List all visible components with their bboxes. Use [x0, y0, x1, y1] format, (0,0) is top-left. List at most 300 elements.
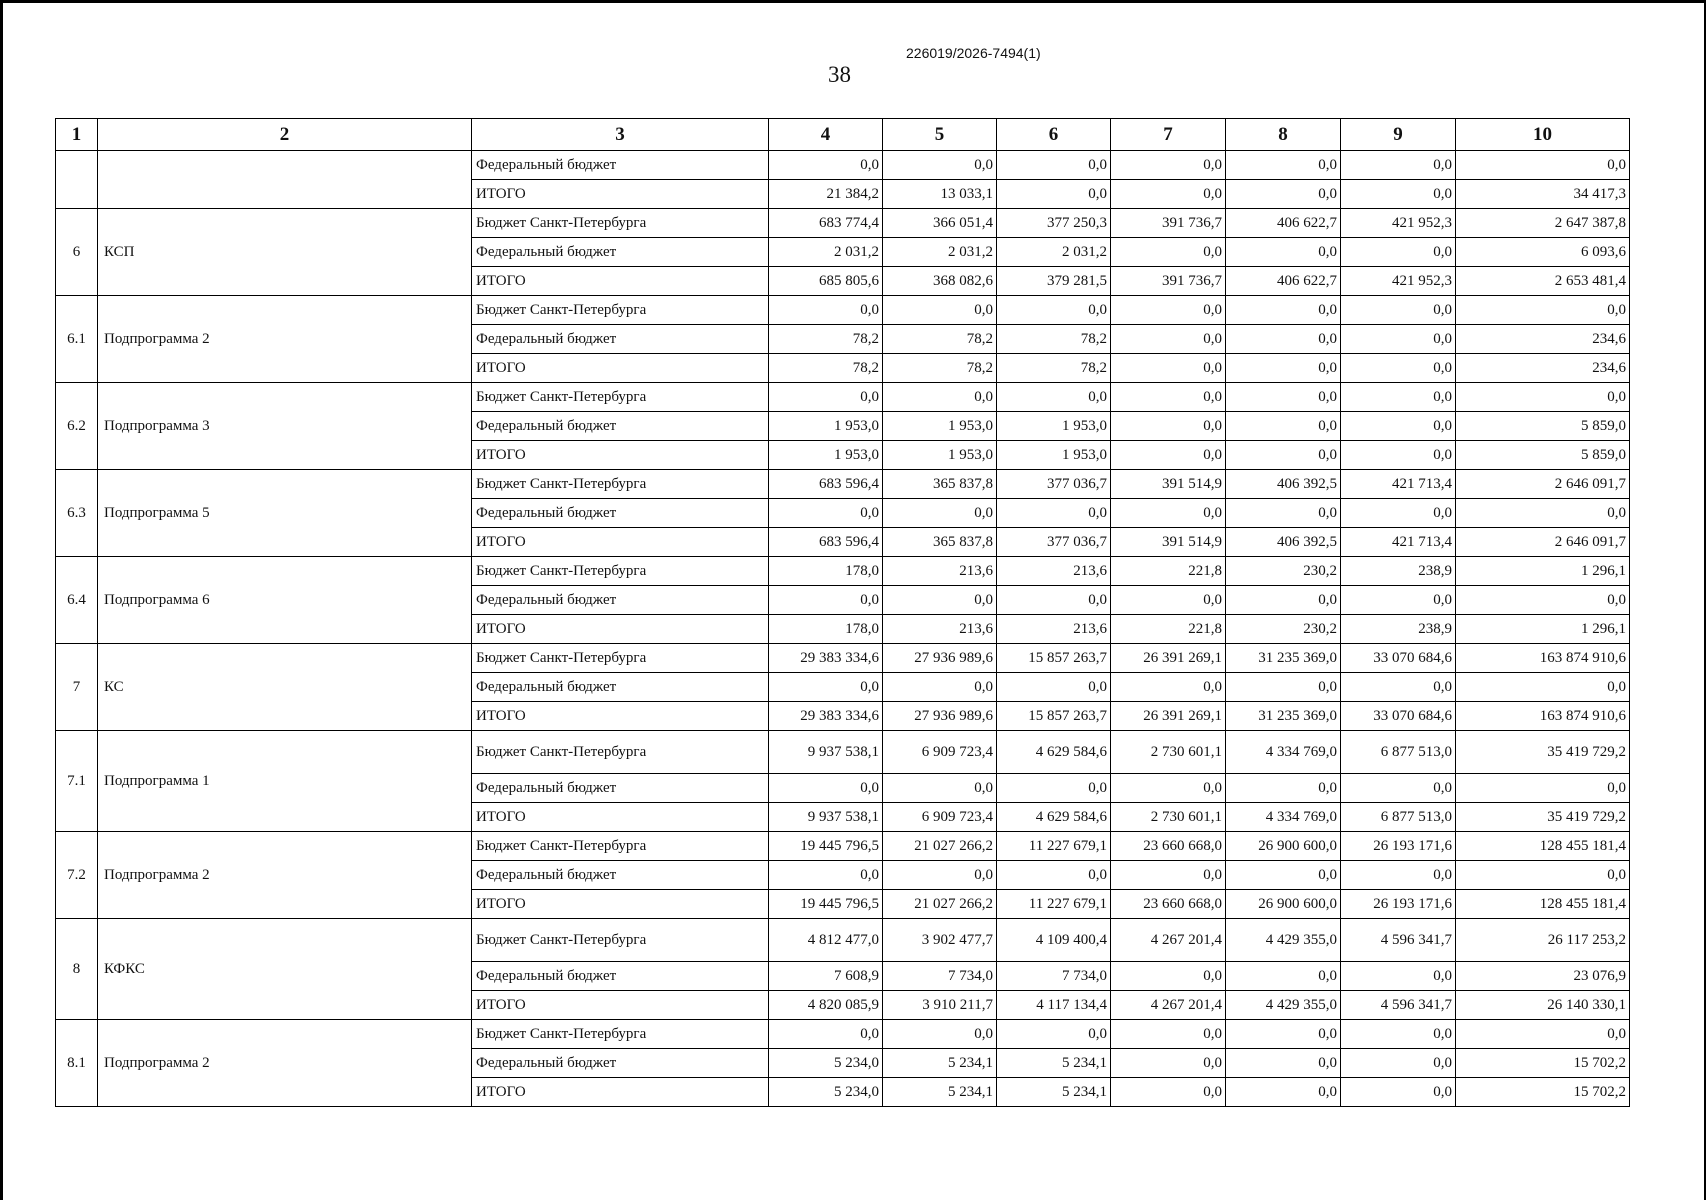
- value-cell: 23 660 668,0: [1111, 832, 1226, 861]
- value-cell: 366 051,4: [883, 209, 997, 238]
- value-cell: 2 031,2: [997, 238, 1111, 267]
- value-cell: 0,0: [1456, 296, 1630, 325]
- program-name-cell: КФКС: [98, 919, 472, 1020]
- program-name-cell: КСП: [98, 209, 472, 296]
- value-cell: 213,6: [883, 557, 997, 586]
- value-cell: 683 596,4: [769, 470, 883, 499]
- funding-source-cell: Федеральный бюджет: [472, 238, 769, 267]
- funding-source-cell: ИТОГО: [472, 528, 769, 557]
- value-cell: 377 250,3: [997, 209, 1111, 238]
- value-cell: 421 713,4: [1341, 528, 1456, 557]
- value-cell: 26 193 171,6: [1341, 890, 1456, 919]
- column-header: 4: [769, 119, 883, 151]
- funding-source-cell: Федеральный бюджет: [472, 412, 769, 441]
- value-cell: 0,0: [1111, 180, 1226, 209]
- value-cell: 0,0: [1111, 441, 1226, 470]
- value-cell: 0,0: [1341, 238, 1456, 267]
- value-cell: 0,0: [1226, 962, 1341, 991]
- value-cell: 0,0: [1111, 673, 1226, 702]
- funding-source-cell: Федеральный бюджет: [472, 673, 769, 702]
- value-cell: 0,0: [1341, 586, 1456, 615]
- value-cell: 0,0: [769, 861, 883, 890]
- row-number-cell: 6.1: [56, 296, 98, 383]
- value-cell: 4 596 341,7: [1341, 991, 1456, 1020]
- funding-source-cell: ИТОГО: [472, 991, 769, 1020]
- value-cell: 0,0: [1456, 774, 1630, 803]
- value-cell: 377 036,7: [997, 470, 1111, 499]
- program-name-cell: Подпрограмма 2: [98, 832, 472, 919]
- value-cell: 2 653 481,4: [1456, 267, 1630, 296]
- program-name-cell: Подпрограмма 3: [98, 383, 472, 470]
- funding-source-cell: ИТОГО: [472, 1078, 769, 1107]
- row-number-cell: 8: [56, 919, 98, 1020]
- value-cell: 0,0: [769, 499, 883, 528]
- value-cell: 2 031,2: [883, 238, 997, 267]
- value-cell: 11 227 679,1: [997, 890, 1111, 919]
- value-cell: 4 109 400,4: [997, 919, 1111, 962]
- value-cell: 0,0: [997, 861, 1111, 890]
- value-cell: 0,0: [1341, 151, 1456, 180]
- value-cell: 9 937 538,1: [769, 731, 883, 774]
- value-cell: 0,0: [1456, 151, 1630, 180]
- funding-source-cell: ИТОГО: [472, 180, 769, 209]
- value-cell: 685 805,6: [769, 267, 883, 296]
- value-cell: 0,0: [1341, 441, 1456, 470]
- value-cell: 4 629 584,6: [997, 803, 1111, 832]
- value-cell: 0,0: [1226, 1049, 1341, 1078]
- column-header: 9: [1341, 119, 1456, 151]
- value-cell: 34 417,3: [1456, 180, 1630, 209]
- value-cell: 33 070 684,6: [1341, 644, 1456, 673]
- value-cell: 0,0: [1226, 774, 1341, 803]
- value-cell: 5 234,0: [769, 1049, 883, 1078]
- funding-source-cell: Федеральный бюджет: [472, 325, 769, 354]
- value-cell: 5 234,1: [997, 1049, 1111, 1078]
- value-cell: 4 429 355,0: [1226, 919, 1341, 962]
- funding-source-cell: ИТОГО: [472, 267, 769, 296]
- funding-source-cell: ИТОГО: [472, 702, 769, 731]
- value-cell: 0,0: [1226, 441, 1341, 470]
- value-cell: 0,0: [1456, 586, 1630, 615]
- value-cell: 35 419 729,2: [1456, 803, 1630, 832]
- value-cell: 0,0: [1226, 1020, 1341, 1049]
- value-cell: 4 117 134,4: [997, 991, 1111, 1020]
- value-cell: 21 027 266,2: [883, 890, 997, 919]
- value-cell: 26 391 269,1: [1111, 644, 1226, 673]
- value-cell: 31 235 369,0: [1226, 644, 1341, 673]
- value-cell: 683 774,4: [769, 209, 883, 238]
- value-cell: 5 234,1: [997, 1078, 1111, 1107]
- value-cell: 5 234,1: [883, 1049, 997, 1078]
- value-cell: 0,0: [1341, 180, 1456, 209]
- value-cell: 4 820 085,9: [769, 991, 883, 1020]
- value-cell: 234,6: [1456, 354, 1630, 383]
- value-cell: 31 235 369,0: [1226, 702, 1341, 731]
- value-cell: 19 445 796,5: [769, 890, 883, 919]
- value-cell: 3 910 211,7: [883, 991, 997, 1020]
- value-cell: 23 660 668,0: [1111, 890, 1226, 919]
- value-cell: 6 909 723,4: [883, 803, 997, 832]
- value-cell: 4 267 201,4: [1111, 919, 1226, 962]
- value-cell: 406 392,5: [1226, 528, 1341, 557]
- value-cell: 0,0: [1226, 325, 1341, 354]
- value-cell: 3 902 477,7: [883, 919, 997, 962]
- value-cell: 0,0: [769, 151, 883, 180]
- value-cell: 1 953,0: [997, 412, 1111, 441]
- row-number-cell: 6: [56, 209, 98, 296]
- funding-source-cell: Федеральный бюджет: [472, 861, 769, 890]
- value-cell: 4 596 341,7: [1341, 919, 1456, 962]
- value-cell: 0,0: [997, 1020, 1111, 1049]
- value-cell: 19 445 796,5: [769, 832, 883, 861]
- program-name-cell: Подпрограмма 2: [98, 1020, 472, 1107]
- table-row: [56, 383, 1630, 412]
- column-header: 7: [1111, 119, 1226, 151]
- funding-source-cell: Бюджет Санкт-Петербурга: [472, 644, 769, 673]
- value-cell: 5 234,1: [883, 1078, 997, 1107]
- value-cell: 0,0: [1111, 861, 1226, 890]
- value-cell: 15 857 263,7: [997, 702, 1111, 731]
- value-cell: 26 900 600,0: [1226, 832, 1341, 861]
- funding-source-cell: ИТОГО: [472, 890, 769, 919]
- value-cell: 213,6: [997, 615, 1111, 644]
- value-cell: 238,9: [1341, 615, 1456, 644]
- value-cell: 4 334 769,0: [1226, 803, 1341, 832]
- funding-source-cell: Федеральный бюджет: [472, 1049, 769, 1078]
- value-cell: 0,0: [997, 383, 1111, 412]
- value-cell: 15 857 263,7: [997, 644, 1111, 673]
- value-cell: 0,0: [1111, 1049, 1226, 1078]
- value-cell: 391 736,7: [1111, 267, 1226, 296]
- column-header: 5: [883, 119, 997, 151]
- funding-source-cell: Бюджет Санкт-Петербурга: [472, 296, 769, 325]
- value-cell: 0,0: [1111, 238, 1226, 267]
- value-cell: 230,2: [1226, 557, 1341, 586]
- value-cell: 2 031,2: [769, 238, 883, 267]
- value-cell: 0,0: [883, 861, 997, 890]
- value-cell: 21 384,2: [769, 180, 883, 209]
- table-row: [56, 209, 1630, 238]
- value-cell: 29 383 334,6: [769, 644, 883, 673]
- funding-source-cell: Бюджет Санкт-Петербурга: [472, 832, 769, 861]
- funding-source-cell: Федеральный бюджет: [472, 962, 769, 991]
- value-cell: 1 953,0: [769, 412, 883, 441]
- program-name-cell: Подпрограмма 2: [98, 296, 472, 383]
- value-cell: 4 812 477,0: [769, 919, 883, 962]
- value-cell: 365 837,8: [883, 470, 997, 499]
- value-cell: 0,0: [1456, 499, 1630, 528]
- funding-source-cell: Федеральный бюджет: [472, 499, 769, 528]
- value-cell: 230,2: [1226, 615, 1341, 644]
- table-body: [56, 151, 1630, 1107]
- value-cell: 23 076,9: [1456, 962, 1630, 991]
- value-cell: 0,0: [1341, 861, 1456, 890]
- value-cell: 391 736,7: [1111, 209, 1226, 238]
- value-cell: 368 082,6: [883, 267, 997, 296]
- program-name-cell: [98, 151, 472, 209]
- funding-source-cell: Бюджет Санкт-Петербурга: [472, 919, 769, 962]
- value-cell: 78,2: [883, 354, 997, 383]
- value-cell: 1 953,0: [883, 412, 997, 441]
- value-cell: 4 629 584,6: [997, 731, 1111, 774]
- value-cell: 406 622,7: [1226, 209, 1341, 238]
- value-cell: 4 334 769,0: [1226, 731, 1341, 774]
- program-name-cell: Подпрограмма 1: [98, 731, 472, 832]
- value-cell: 0,0: [769, 673, 883, 702]
- value-cell: 5 859,0: [1456, 412, 1630, 441]
- value-cell: 0,0: [1341, 962, 1456, 991]
- value-cell: 26 140 330,1: [1456, 991, 1630, 1020]
- value-cell: 0,0: [769, 296, 883, 325]
- value-cell: 406 392,5: [1226, 470, 1341, 499]
- value-cell: 27 936 989,6: [883, 702, 997, 731]
- value-cell: 1 296,1: [1456, 557, 1630, 586]
- row-number-cell: 7.2: [56, 832, 98, 919]
- value-cell: 0,0: [1111, 296, 1226, 325]
- value-cell: 0,0: [1111, 962, 1226, 991]
- value-cell: 0,0: [997, 296, 1111, 325]
- value-cell: 2 646 091,7: [1456, 528, 1630, 557]
- value-cell: 0,0: [1341, 673, 1456, 702]
- program-name-cell: Подпрограмма 6: [98, 557, 472, 644]
- value-cell: 421 952,3: [1341, 267, 1456, 296]
- value-cell: 78,2: [769, 354, 883, 383]
- value-cell: 0,0: [883, 296, 997, 325]
- value-cell: 0,0: [1226, 861, 1341, 890]
- value-cell: 5 234,0: [769, 1078, 883, 1107]
- value-cell: 0,0: [1341, 383, 1456, 412]
- value-cell: 0,0: [1456, 673, 1630, 702]
- value-cell: 238,9: [1341, 557, 1456, 586]
- value-cell: 0,0: [1341, 1049, 1456, 1078]
- value-cell: 221,8: [1111, 557, 1226, 586]
- funding-source-cell: Федеральный бюджет: [472, 774, 769, 803]
- value-cell: 0,0: [997, 180, 1111, 209]
- value-cell: 26 193 171,6: [1341, 832, 1456, 861]
- value-cell: 0,0: [769, 586, 883, 615]
- value-cell: 0,0: [769, 1020, 883, 1049]
- value-cell: 78,2: [997, 325, 1111, 354]
- value-cell: 4 267 201,4: [1111, 991, 1226, 1020]
- value-cell: 0,0: [1111, 774, 1226, 803]
- value-cell: 0,0: [1111, 412, 1226, 441]
- value-cell: 0,0: [883, 383, 997, 412]
- column-header: 10: [1456, 119, 1630, 151]
- value-cell: 0,0: [997, 673, 1111, 702]
- value-cell: 128 455 181,4: [1456, 832, 1630, 861]
- value-cell: 4 429 355,0: [1226, 991, 1341, 1020]
- funding-source-cell: ИТОГО: [472, 615, 769, 644]
- value-cell: 26 900 600,0: [1226, 890, 1341, 919]
- value-cell: 221,8: [1111, 615, 1226, 644]
- value-cell: 0,0: [769, 383, 883, 412]
- value-cell: 1 296,1: [1456, 615, 1630, 644]
- document-id: 226019/2026-7494(1): [906, 45, 1041, 61]
- value-cell: 0,0: [769, 774, 883, 803]
- value-cell: 0,0: [997, 151, 1111, 180]
- table-row: [56, 151, 1630, 180]
- value-cell: 0,0: [883, 673, 997, 702]
- table-row: [56, 557, 1630, 586]
- value-cell: 1 953,0: [883, 441, 997, 470]
- column-number-row: [56, 119, 1630, 151]
- funding-source-cell: ИТОГО: [472, 354, 769, 383]
- value-cell: 0,0: [1456, 383, 1630, 412]
- funding-source-cell: Федеральный бюджет: [472, 586, 769, 615]
- scan-border-top: [0, 0, 1706, 3]
- value-cell: 0,0: [1341, 1020, 1456, 1049]
- value-cell: 406 622,7: [1226, 267, 1341, 296]
- budget-table: [55, 118, 1630, 1107]
- value-cell: 21 027 266,2: [883, 832, 997, 861]
- program-name-cell: Подпрограмма 5: [98, 470, 472, 557]
- program-name-cell: КС: [98, 644, 472, 731]
- value-cell: 33 070 684,6: [1341, 702, 1456, 731]
- value-cell: 0,0: [883, 774, 997, 803]
- funding-source-cell: Бюджет Санкт-Петербурга: [472, 209, 769, 238]
- value-cell: 391 514,9: [1111, 528, 1226, 557]
- value-cell: 26 391 269,1: [1111, 702, 1226, 731]
- table-row: [56, 919, 1630, 962]
- funding-source-cell: ИТОГО: [472, 803, 769, 832]
- value-cell: 0,0: [1226, 383, 1341, 412]
- value-cell: 6 877 513,0: [1341, 731, 1456, 774]
- row-number-cell: [56, 151, 98, 209]
- value-cell: 0,0: [1111, 1078, 1226, 1107]
- value-cell: 0,0: [1456, 861, 1630, 890]
- value-cell: 0,0: [883, 499, 997, 528]
- value-cell: 15 702,2: [1456, 1049, 1630, 1078]
- column-header: 3: [472, 119, 769, 151]
- row-number-cell: 7: [56, 644, 98, 731]
- row-number-cell: 8.1: [56, 1020, 98, 1107]
- value-cell: 0,0: [1111, 325, 1226, 354]
- column-header: 8: [1226, 119, 1341, 151]
- value-cell: 0,0: [1341, 412, 1456, 441]
- value-cell: 163 874 910,6: [1456, 702, 1630, 731]
- value-cell: 0,0: [997, 586, 1111, 615]
- row-number-cell: 6.2: [56, 383, 98, 470]
- value-cell: 0,0: [1111, 1020, 1226, 1049]
- value-cell: 6 877 513,0: [1341, 803, 1456, 832]
- value-cell: 0,0: [1226, 354, 1341, 383]
- row-number-cell: 6.3: [56, 470, 98, 557]
- value-cell: 2 646 091,7: [1456, 470, 1630, 499]
- table-row: [56, 1020, 1630, 1049]
- value-cell: 13 033,1: [883, 180, 997, 209]
- value-cell: 6 093,6: [1456, 238, 1630, 267]
- value-cell: 421 952,3: [1341, 209, 1456, 238]
- value-cell: 2 730 601,1: [1111, 731, 1226, 774]
- value-cell: 1 953,0: [769, 441, 883, 470]
- table-row: [56, 731, 1630, 774]
- value-cell: 421 713,4: [1341, 470, 1456, 499]
- value-cell: 0,0: [997, 499, 1111, 528]
- value-cell: 0,0: [1111, 354, 1226, 383]
- value-cell: 35 419 729,2: [1456, 731, 1630, 774]
- value-cell: 0,0: [997, 774, 1111, 803]
- value-cell: 6 909 723,4: [883, 731, 997, 774]
- value-cell: 0,0: [1341, 296, 1456, 325]
- value-cell: 128 455 181,4: [1456, 890, 1630, 919]
- table-row: [56, 832, 1630, 861]
- funding-source-cell: Бюджет Санкт-Петербурга: [472, 731, 769, 774]
- value-cell: 78,2: [883, 325, 997, 354]
- value-cell: 178,0: [769, 615, 883, 644]
- value-cell: 0,0: [1341, 354, 1456, 383]
- table-row: [56, 644, 1630, 673]
- value-cell: 0,0: [1226, 673, 1341, 702]
- value-cell: 27 936 989,6: [883, 644, 997, 673]
- funding-source-cell: Бюджет Санкт-Петербурга: [472, 557, 769, 586]
- value-cell: 213,6: [997, 557, 1111, 586]
- value-cell: 0,0: [1111, 151, 1226, 180]
- value-cell: 26 117 253,2: [1456, 919, 1630, 962]
- value-cell: 0,0: [1226, 1078, 1341, 1107]
- column-header: 1: [56, 119, 98, 151]
- value-cell: 365 837,8: [883, 528, 997, 557]
- value-cell: 0,0: [883, 151, 997, 180]
- value-cell: 0,0: [1341, 1078, 1456, 1107]
- value-cell: 0,0: [1341, 325, 1456, 354]
- funding-source-cell: Федеральный бюджет: [472, 151, 769, 180]
- value-cell: 0,0: [1341, 774, 1456, 803]
- value-cell: 178,0: [769, 557, 883, 586]
- value-cell: 2 730 601,1: [1111, 803, 1226, 832]
- funding-source-cell: Бюджет Санкт-Петербурга: [472, 383, 769, 412]
- value-cell: 2 647 387,8: [1456, 209, 1630, 238]
- value-cell: 234,6: [1456, 325, 1630, 354]
- value-cell: 213,6: [883, 615, 997, 644]
- funding-source-cell: Бюджет Санкт-Петербурга: [472, 1020, 769, 1049]
- value-cell: 379 281,5: [997, 267, 1111, 296]
- value-cell: 0,0: [1111, 499, 1226, 528]
- row-number-cell: 7.1: [56, 731, 98, 832]
- value-cell: 0,0: [1341, 499, 1456, 528]
- value-cell: 0,0: [1226, 499, 1341, 528]
- column-header: 6: [997, 119, 1111, 151]
- value-cell: 0,0: [1226, 238, 1341, 267]
- value-cell: 1 953,0: [997, 441, 1111, 470]
- scan-border-left: [0, 0, 3, 1200]
- value-cell: 7 734,0: [997, 962, 1111, 991]
- value-cell: 0,0: [1226, 296, 1341, 325]
- value-cell: 78,2: [769, 325, 883, 354]
- value-cell: 0,0: [883, 586, 997, 615]
- value-cell: 78,2: [997, 354, 1111, 383]
- value-cell: 29 383 334,6: [769, 702, 883, 731]
- funding-source-cell: Бюджет Санкт-Петербурга: [472, 470, 769, 499]
- value-cell: 683 596,4: [769, 528, 883, 557]
- value-cell: 0,0: [1456, 1020, 1630, 1049]
- funding-source-cell: ИТОГО: [472, 441, 769, 470]
- value-cell: 0,0: [1226, 586, 1341, 615]
- value-cell: 15 702,2: [1456, 1078, 1630, 1107]
- table-row: [56, 296, 1630, 325]
- value-cell: 5 859,0: [1456, 441, 1630, 470]
- row-number-cell: 6.4: [56, 557, 98, 644]
- value-cell: 0,0: [1226, 412, 1341, 441]
- value-cell: 163 874 910,6: [1456, 644, 1630, 673]
- value-cell: 7 608,9: [769, 962, 883, 991]
- value-cell: 9 937 538,1: [769, 803, 883, 832]
- column-header: 2: [98, 119, 472, 151]
- value-cell: 391 514,9: [1111, 470, 1226, 499]
- value-cell: 0,0: [1226, 180, 1341, 209]
- value-cell: 0,0: [1111, 586, 1226, 615]
- value-cell: 0,0: [1226, 151, 1341, 180]
- value-cell: 0,0: [883, 1020, 997, 1049]
